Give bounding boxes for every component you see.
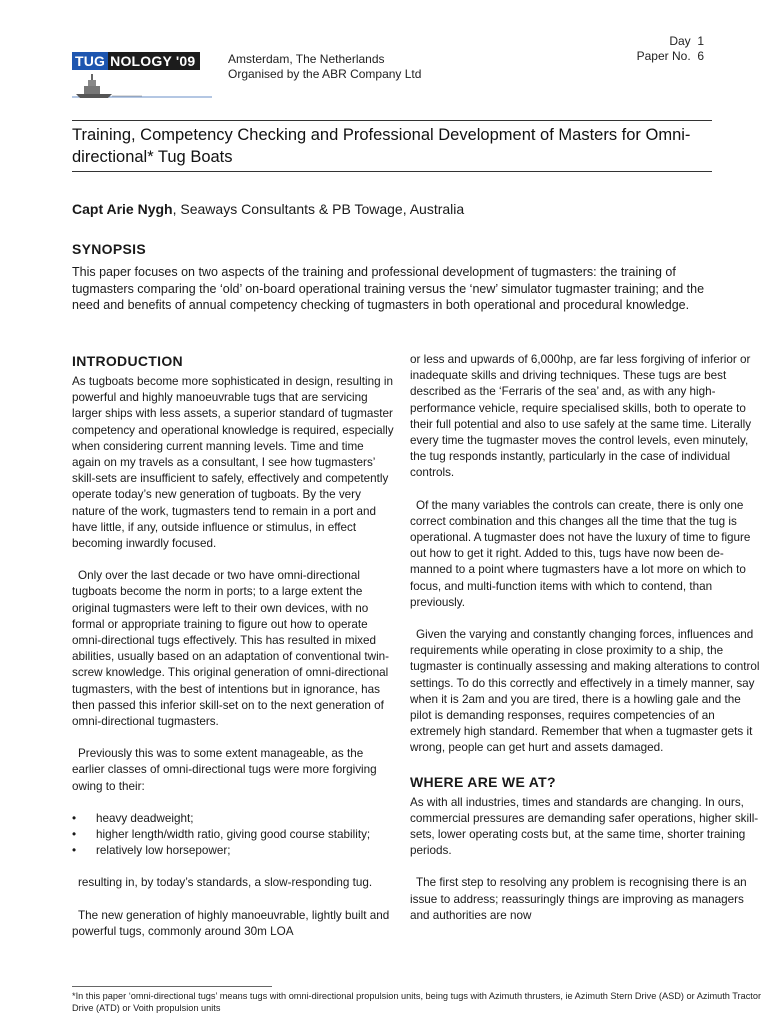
intro-paragraph-2: Only over the last decade or two have omni-directional tugboats become the norm in ports; to a large extent the original tugmasters were left to their own devices, with no formal or appropriate training to figure out how to operate omni-directional tugs effectively. This has resulted in mixed abilities, usually based on an adaptation of conventional twin-screw knowledge. This original generation of omni-directional tugmasters, with the best of intentions but in ignorance, has then passed this inferior skill-set on to the next generation of omni-directional tugmasters.: [72, 569, 390, 729]
list-item: • heavy deadweight;: [72, 811, 394, 827]
header-paper-number: Paper No. 6: [636, 49, 704, 63]
tugboat-icon: [72, 70, 212, 100]
intro-paragraph-5: The new generation of highly manoeuvrable, lightly built and powerful tugs, commonly around 30m LOA: [72, 908, 390, 938]
header-paper-info: [637, 34, 704, 64]
right-paragraph-5: The first step to resolving any problem is recognising there is an issue to address; reassuringly things are improving as managers and authorities are now: [410, 876, 747, 922]
conference-logo: [72, 52, 212, 100]
footnote: *In this paper ‘omni-directional tugs’ means tugs with omni-directional propulsion units, being tugs with Azimuth thrusters, ie Azimuth Stern Drive (ASD) or Azimuth Tractor Drive (ATD) or Voith propulsion units: [72, 991, 762, 1013]
logo-text-tug: TUG: [72, 52, 108, 70]
right-column: [410, 352, 760, 940]
synopsis-heading: SYNOPSIS: [72, 241, 146, 257]
title-top-rule: [72, 120, 712, 121]
intro-paragraph-3: Previously this was to some extent manageable, as the earlier classes of omni-directional tugs were more forgiving owing to their:: [72, 747, 377, 793]
where-are-we-at-heading: WHERE ARE WE AT?: [410, 773, 556, 790]
right-paragraph-1: or less and upwards of 6,000hp, are far less forgiving of inferior or inadequate skills and driving techniques. These tugs are best described as the ‘Ferraris of the sea’ and, as with any high-performance vehicle, require specialised skills, both to operate to their full potential and also to use safely at the same time. Literally every time the tugmaster moves the control levels, even minutely, the tug responds instantly, particularly in the case of individual controls.: [410, 353, 752, 480]
intro-paragraph-1: As tugboats become more sophisticated in design, resulting in powerful and highly manoeuvrable tugs that are servicing larger ships with less assets, a superior standard of tugmaster competency and operational knowledge is required, especially when considering current manning levels. Time and time again on my travels as a consultant, I see how tugmasters’ skill-sets are insufficient to safely, effectively and competently operate today’s new generation of tugboats. By the very nature of the work, tugmasters tend to remain in a port and have little, if any, outside influence or stimulus, in effect becoming inwardly focused.: [72, 375, 394, 551]
header-organiser: Organised by the ABR Company Ltd: [228, 67, 422, 81]
logo-wordmark: [72, 52, 200, 70]
author-name: Capt Arie Nygh: [72, 201, 173, 217]
right-paragraph-4: As with all industries, times and standards are changing. In ours, commercial pressures are demanding safer operations, higher skill-sets, lower operating costs but, at the same time, shorter training periods.: [410, 795, 759, 858]
header-location: Amsterdam, The Netherlands: [228, 52, 385, 66]
author-affiliation: , Seaways Consultants & PB Towage, Australia: [172, 201, 465, 217]
intro-paragraph-4: resulting in, by today’s standards, a slow-responding tug.: [78, 876, 373, 890]
synopsis-text: This paper focuses on two aspects of the training and professional development of tugmasters: the training of tugmasters comparing the ‘old’ on-board operational training versus the ‘new’ simulator tugmaster training; and the need and benefits of annual competency checking of tugmasters in both operational and procedural knowledge.: [72, 265, 705, 312]
bullet-list: [72, 811, 394, 860]
title-bottom-rule: [72, 171, 712, 172]
list-item: • relatively low horsepower;: [72, 843, 394, 859]
header-day: Day 1: [669, 34, 704, 48]
right-paragraph-3: Given the varying and constantly changing forces, influences and requirements while operating in close proximity to a ship, the tugmaster is continually assessing and making alterations to control settings. To do this correctly and effectively in a timely manner, say when it is 2am and you are tired, there is a howling gale and the pilot is demanding responses, requires competencies of an extremely high standard. Remember that when a tugmaster gets it wrong, people can get hurt and assets damaged.: [410, 628, 760, 755]
introduction-heading: INTRODUCTION: [72, 353, 183, 369]
list-item: • higher length/width ratio, giving good course stability;: [72, 827, 394, 843]
footnote-rule: [72, 986, 272, 987]
paper-title: Training, Competency Checking and Professional Development of Masters for Omni-directional* Tug Boats: [72, 126, 691, 166]
right-paragraph-2: Of the many variables the controls can create, there is only one correct combination and this changes all the time that the tug is operational. A tugmaster does not have the luxury of time to figure out how to get it right. Added to this, tugs have now been de-manned to a point where tugmasters have a lot more on which to focus, and multi-function items with which to contend, than previously.: [410, 498, 751, 609]
header-organisation: [228, 52, 421, 82]
left-column: [72, 352, 394, 956]
author-line: [72, 200, 464, 218]
logo-text-nology: NOLOGY '09: [108, 52, 200, 70]
